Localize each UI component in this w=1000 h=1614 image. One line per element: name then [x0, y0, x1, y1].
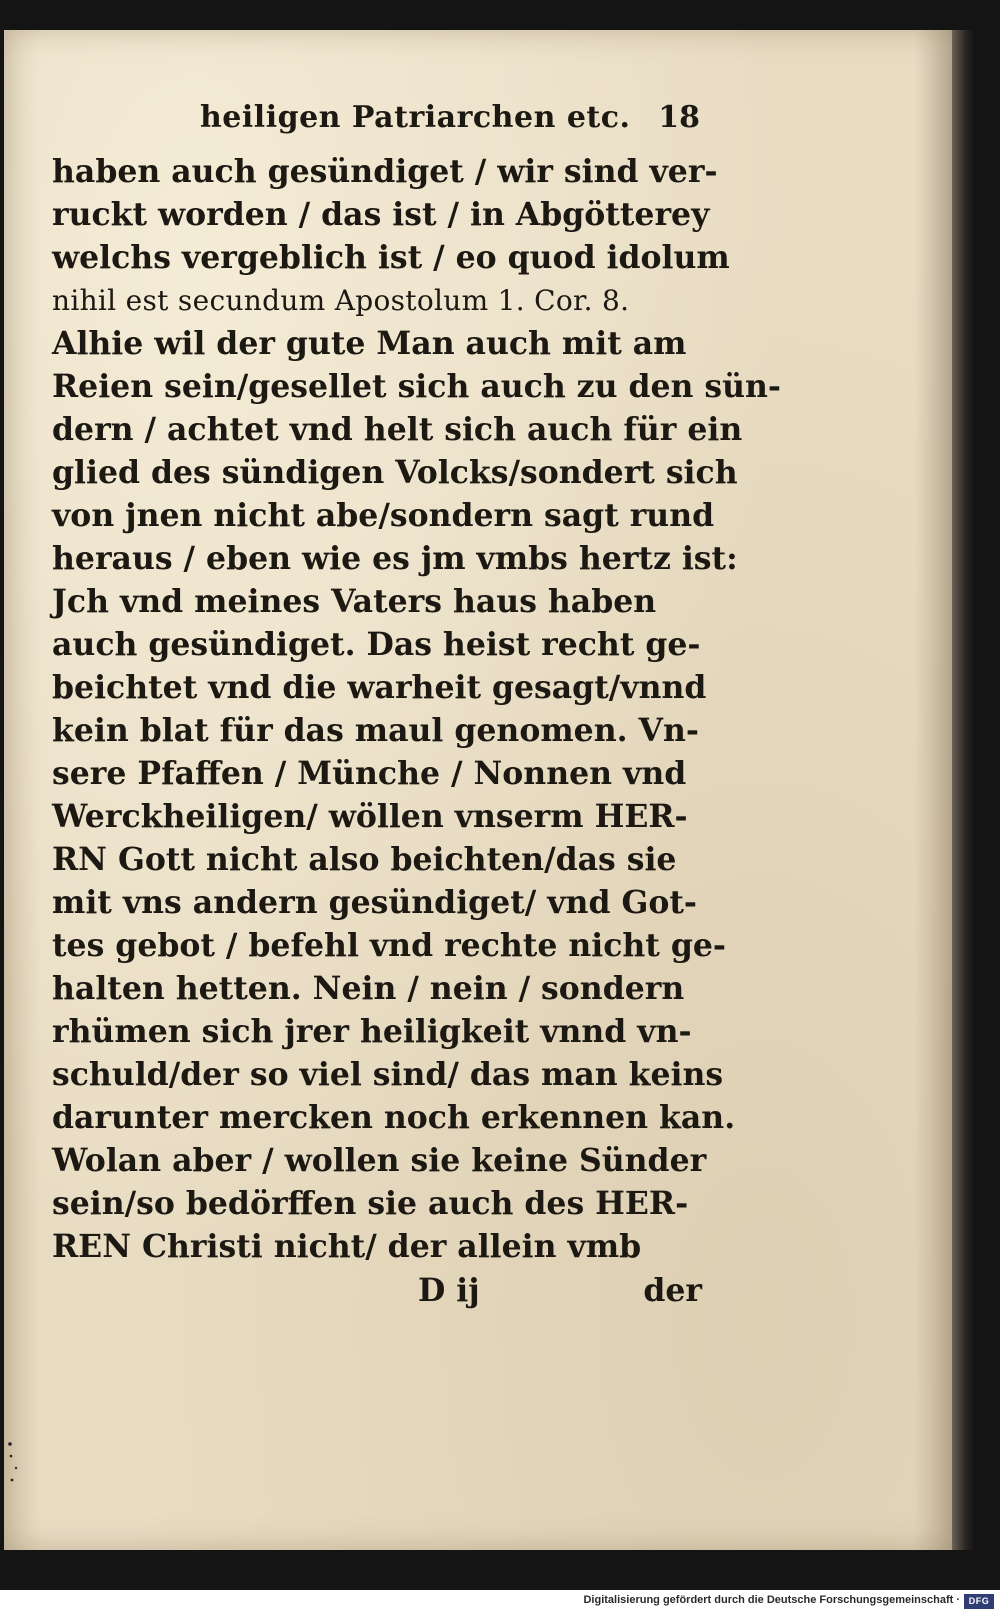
- text-line: RN Gott nicht also beichten/das sie: [52, 841, 677, 878]
- text-line: REN Christi nicht/ der allein vmb: [52, 1228, 642, 1265]
- text-line: sein/so bedörffen sie auch des HER-: [52, 1185, 689, 1222]
- text-line: darunter mercken noch erkennen kan.: [52, 1099, 736, 1136]
- digitization-credit: Digitalisierung gefördert durch die Deutsche Forschungsgemeinschaft ·: [583, 1594, 960, 1606]
- text-line: welchs vergeblich ist / eo quod idolum: [52, 239, 730, 276]
- dfg-logo-icon: DFG: [964, 1594, 994, 1609]
- text-line: Wolan aber / wollen sie keine Sünder: [52, 1142, 707, 1179]
- text-line: ruckt worden / das ist / in Abgötterey: [52, 196, 710, 233]
- text-line: rhümen sich jrer heiligkeit vnnd vn-: [52, 1013, 692, 1050]
- ink-specks: [6, 1440, 20, 1490]
- text-line: halten hetten. Nein / nein / sondern: [52, 970, 685, 1007]
- running-head: heiligen Patriarchen etc.: [200, 100, 631, 135]
- text-line: haben auch gesündiget / wir sind ver-: [52, 153, 718, 190]
- body-text: [52, 150, 781, 1268]
- signature-mark: D ij: [418, 1272, 480, 1309]
- text-line: Werckheiligen/ wöllen vnserm HER-: [52, 798, 688, 835]
- text-line: Reien sein/gesellet sich auch zu den sün-: [52, 368, 781, 405]
- text-line: tes gebot / befehl vnd rechte nicht ge-: [52, 927, 726, 964]
- text-line: mit vns andern gesündiget/ vnd Got-: [52, 884, 697, 921]
- page-footer: [52, 1272, 702, 1316]
- text-line: kein blat für das maul genomen. Vn-: [52, 712, 699, 749]
- catchword: der: [643, 1272, 702, 1309]
- text-line: Alhie wil der gute Man auch mit am: [52, 325, 687, 362]
- text-line: sere Pfaffen / Münche / Nonnen vnd: [52, 755, 687, 792]
- folio-number: 18: [658, 100, 700, 135]
- text-line: auch gesündiget. Das heist recht ge-: [52, 626, 701, 663]
- text-line: schuld/der so viel sind/ das man keins: [52, 1056, 724, 1093]
- text-line: dern / achtet vnd helt sich auch für ein: [52, 411, 743, 448]
- text-line: glied des sündigen Volcks/sondert sich: [52, 454, 738, 491]
- page-header: [200, 100, 700, 140]
- page-edge-shadow: [952, 30, 974, 1550]
- credit-bar: [0, 1590, 1000, 1614]
- text-line-latin: nihil est secundum Apostolum 1. Cor. 8.: [52, 284, 630, 317]
- text-line: von jnen nicht abe/sondern sagt rund: [52, 497, 715, 534]
- text-line: heraus / eben wie es jm vmbs hertz ist:: [52, 540, 738, 577]
- text-line: beichtet vnd die warheit gesagt/vnnd: [52, 669, 707, 706]
- text-line: Jch vnd meines Vaters haus haben: [52, 583, 657, 620]
